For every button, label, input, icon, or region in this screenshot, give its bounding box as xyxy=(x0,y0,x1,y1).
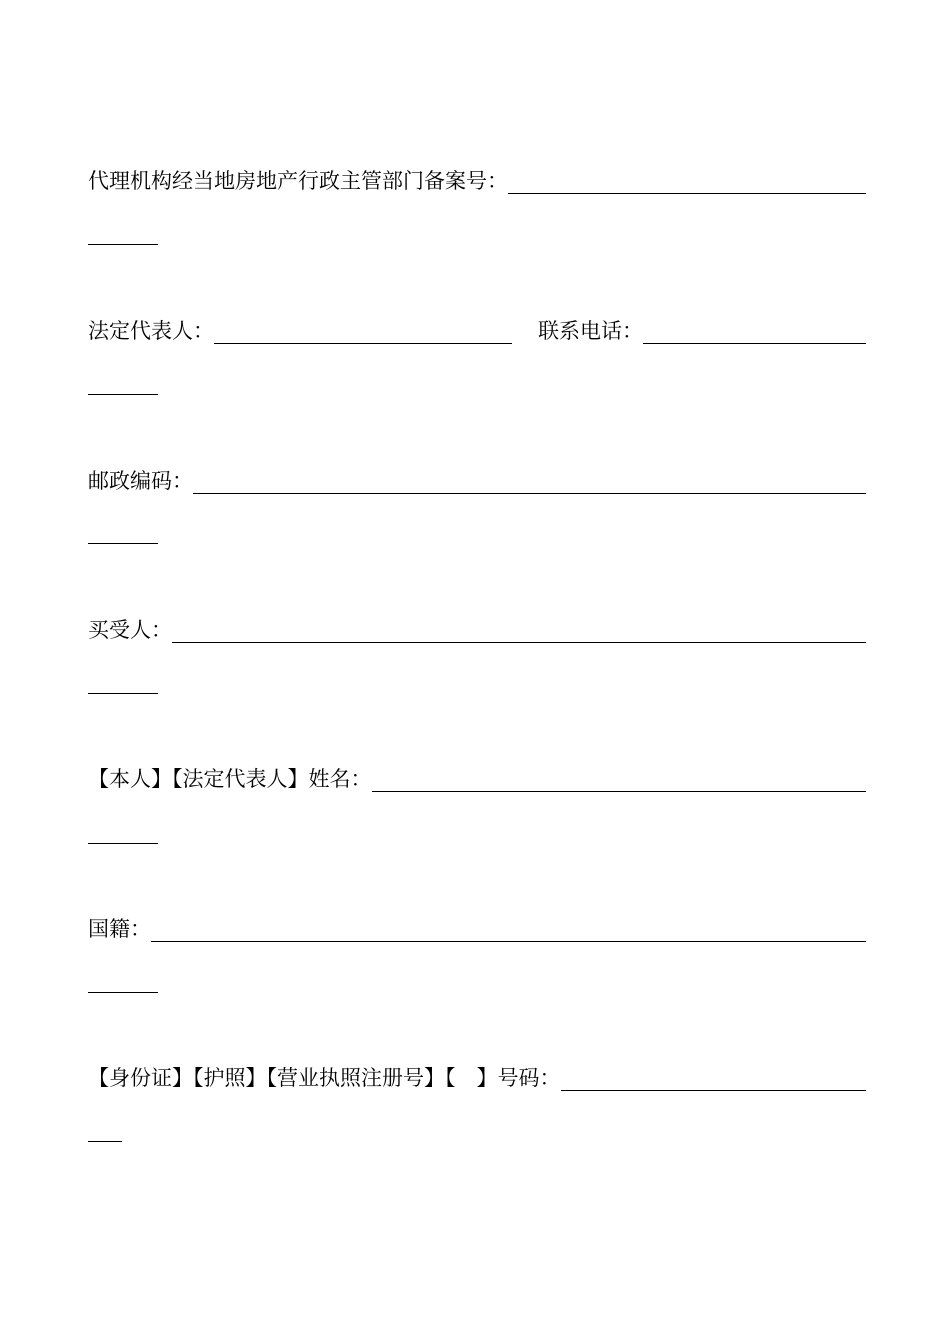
fill-in-blank-continuation[interactable] xyxy=(88,991,158,993)
fill-in-blank[interactable] xyxy=(214,315,512,344)
fill-in-blank[interactable] xyxy=(151,913,866,942)
field-nationality xyxy=(88,916,866,948)
field-name xyxy=(88,766,866,798)
field-label: 【本人】【法定代表人】姓名： xyxy=(88,767,372,791)
fill-in-blank-continuation[interactable] xyxy=(88,542,158,544)
field-label: 代理机构经当地房地产行政主管部门备案号： xyxy=(88,169,508,193)
field-label: 法定代表人： xyxy=(88,319,214,343)
field-id-number xyxy=(88,1065,866,1097)
field-label: 国籍： xyxy=(88,917,151,941)
fill-in-blank[interactable] xyxy=(372,763,867,792)
field-label: 邮政编码： xyxy=(88,469,193,493)
fill-in-blank[interactable] xyxy=(172,614,866,643)
fill-in-blank-continuation[interactable] xyxy=(88,243,158,245)
fill-in-blank-continuation[interactable] xyxy=(88,692,158,694)
fill-in-blank-continuation[interactable] xyxy=(88,1140,122,1142)
fill-in-blank[interactable] xyxy=(561,1062,867,1091)
fill-in-blank[interactable] xyxy=(643,315,866,344)
field-label: 联系电话： xyxy=(538,319,643,343)
field-label: 买受人： xyxy=(88,618,172,642)
fill-in-blank[interactable] xyxy=(508,165,866,194)
field-label: 【身份证】【护照】【营业执照注册号】【 】号码： xyxy=(88,1066,561,1090)
fill-in-blank-continuation[interactable] xyxy=(88,842,158,844)
field-legal-rep-and-phone xyxy=(88,318,866,350)
field-postal-code xyxy=(88,468,866,500)
fill-in-blank-continuation[interactable] xyxy=(88,393,158,395)
fill-in-blank[interactable] xyxy=(193,465,866,494)
field-agency-record-number xyxy=(88,168,866,200)
field-buyer xyxy=(88,617,866,649)
